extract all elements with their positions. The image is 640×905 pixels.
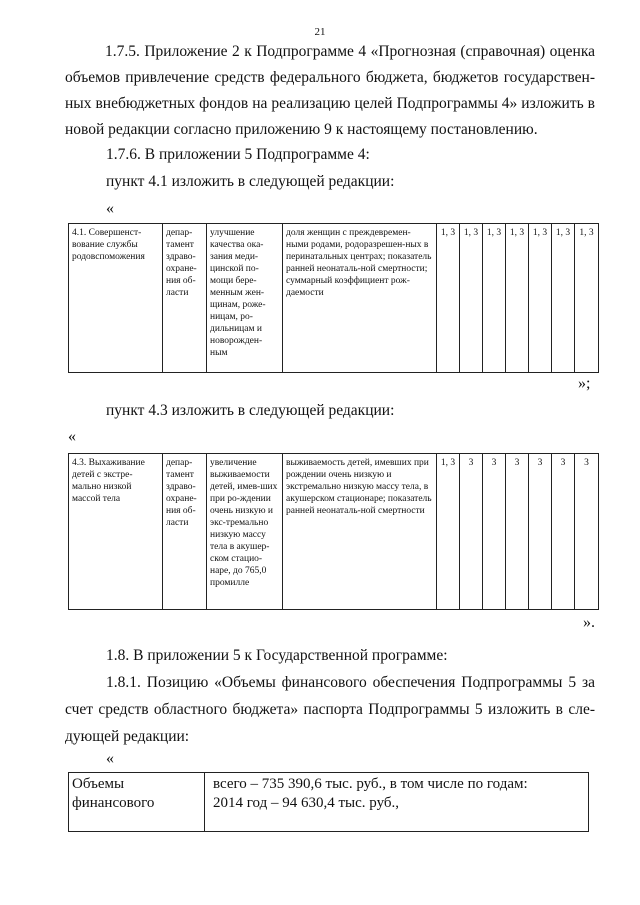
table-4-1-value-6: 1, 3	[552, 224, 575, 373]
table-4-1	[68, 223, 599, 373]
paragraph-1-7-5-line-2: объемов привлечение средств федерального бюджета, бюджетов государствен-	[65, 69, 595, 86]
table-4-3-dept: депар-тамент здраво-охране-ния об-ласти	[163, 454, 207, 610]
budget-table	[68, 772, 589, 832]
paragraph-1-7-5	[65, 42, 595, 140]
open-quote-1: «	[106, 200, 114, 217]
table-4-3-value-6: 3	[552, 454, 575, 610]
budget-text-line-1: всего – 735 390,6 тыс. руб., в том числе по годам:	[213, 776, 528, 792]
paragraph-1-8-1-line-3: дующей редакции:	[65, 728, 190, 745]
budget-text-cell	[205, 773, 589, 832]
budget-label-line-2: финансового	[72, 795, 155, 811]
close-quote-1: »;	[578, 375, 591, 392]
open-quote-3: «	[106, 750, 114, 767]
point-4-1-intro: пункт 4.1 изложить в следующей редакции:	[106, 173, 395, 190]
point-4-3-intro: пункт 4.3 изложить в следующей редакции:	[106, 402, 395, 419]
table-4-1-row	[69, 224, 599, 373]
table-4-3-value-2: 3	[460, 454, 483, 610]
table-4-1-value-1: 1, 3	[437, 224, 460, 373]
table-4-3-value-4: 3	[506, 454, 529, 610]
table-4-1-value-4: 1, 3	[506, 224, 529, 373]
paragraph-1-7-6: 1.7.6. В приложении 5 Подпрограмме 4:	[106, 146, 370, 163]
table-4-3-indicators: выживаемость детей, имевших при рождении очень низкую и экстремально низкую массу тела, в акушерском стационаре; показатель ранней неонаталь-ной смертности	[283, 454, 437, 610]
table-4-3-value-3: 3	[483, 454, 506, 610]
table-4-3	[68, 453, 599, 610]
table-4-1-result: улучшение качества ока-зания меди-цинской по-мощи бере-менным жен-щинам, роже-ницам, ро-дильницам и новорожден-ным	[207, 224, 283, 373]
table-4-3-value-5: 3	[529, 454, 552, 610]
table-4-3-row	[69, 454, 599, 610]
paragraph-1-8-1	[65, 673, 595, 747]
paragraph-1-7-5-line-4: новой редакции согласно приложению 9 к настоящему постановлению.	[65, 121, 538, 138]
paragraph-1-8-1-line-2: счет средств областного бюджета» паспорта Подпрограммы 5 изложить в сле-	[65, 701, 595, 718]
paragraph-1-8: 1.8. В приложении 5 к Государственной программе:	[106, 647, 448, 664]
table-4-1-value-7: 1, 3	[575, 224, 599, 373]
paragraph-1-8-1-line-1: 1.8.1. Позицию «Объемы финансового обеспечения Подпрограммы 5 за	[106, 674, 595, 691]
table-4-1-name: 4.1. Совершенст-вование службы родовспоможения	[69, 224, 163, 373]
table-4-1-value-3: 1, 3	[483, 224, 506, 373]
close-quote-2: ».	[583, 614, 595, 631]
open-quote-2: «	[68, 428, 76, 445]
paragraph-1-7-5-line-3: ных внебюджетных фондов на реализацию целей Подпрограммы 4» изложить в	[65, 95, 595, 112]
page-number: 21	[314, 26, 326, 38]
table-4-1-dept: депар-тамент здраво-охране-ния об-ласти	[163, 224, 207, 373]
table-4-3-name: 4.3. Выхаживание детей с экстре-мально низкой массой тела	[69, 454, 163, 610]
budget-label-cell	[69, 773, 205, 832]
budget-row	[69, 773, 589, 832]
table-4-3-result: увеличение выживаемости детей, имев-ших при ро-ждении очень низкую и экс-тремально низкую массу тела в акушер-ском стацио-наре, до 765,0 промилле	[207, 454, 283, 610]
table-4-1-value-5: 1, 3	[529, 224, 552, 373]
paragraph-1-7-5-line-1: 1.7.5. Приложение 2 к Подпрограмме 4 «Прогнозная (справочная) оценка	[105, 43, 595, 60]
budget-label-line-1: Объемы	[72, 776, 125, 792]
table-4-1-indicators: доля женщин с преждевремен-ными родами, родоразрешен-ных в перинатальных центрах; показатель ранней неонаталь-ной смертности; суммарный коэффициент рож-даемости	[283, 224, 437, 373]
budget-text-line-2: 2014 год – 94 630,4 тыс. руб.,	[213, 795, 400, 811]
table-4-1-value-2: 1, 3	[460, 224, 483, 373]
table-4-3-value-1: 1, 3	[437, 454, 460, 610]
table-4-3-value-7: 3	[575, 454, 599, 610]
